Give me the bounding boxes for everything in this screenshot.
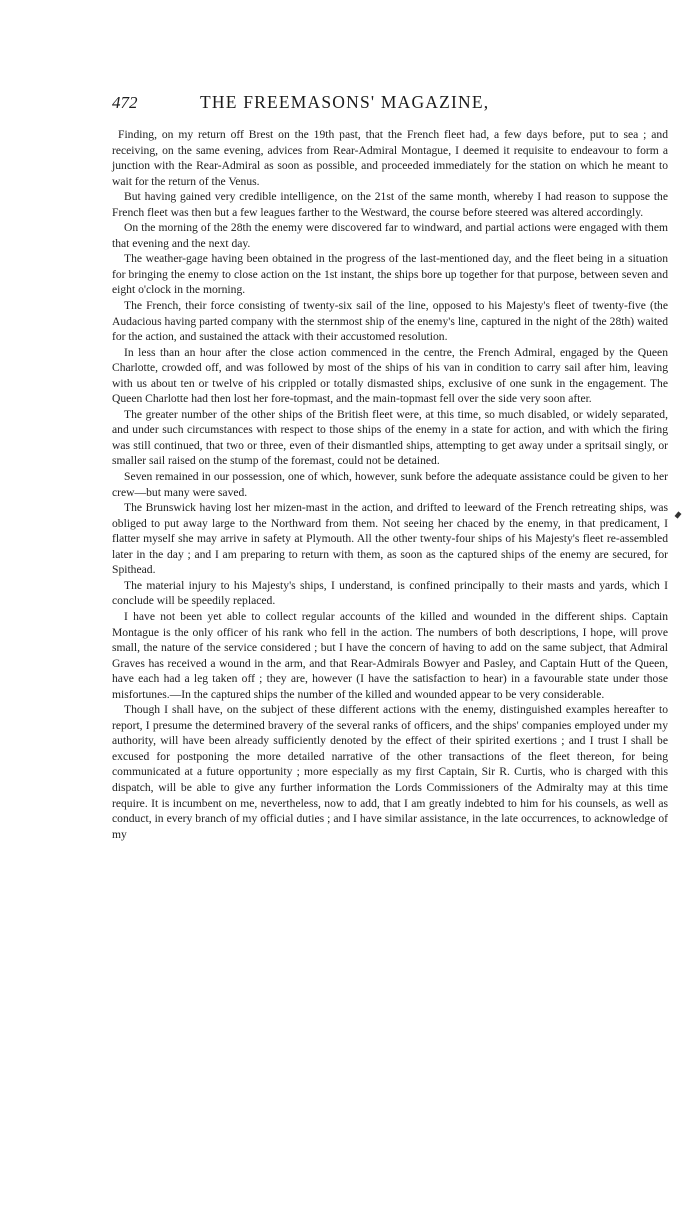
page-header (112, 92, 668, 113)
magazine-page (112, 92, 668, 842)
page-number: 472 (112, 93, 138, 112)
paragraph: On the morning of the 28th the enemy were discovered far to windward, and partial actions were engaged with them that evening and the next day. (112, 221, 668, 250)
paragraph: But having gained very credible intelligence, on the 21st of the same month, whereby I had reason to suppose the French fleet was then but a few leagues farther to the Westward, the course before steered was altered accordingly. (112, 190, 668, 219)
running-title: THE FREEMASONS' MAGAZINE, (200, 92, 490, 112)
paragraph: The French, their force consisting of twenty-six sail of the line, opposed to his Majesty's fleet of twenty-five (the Audacious having parted company with the sternmost ship of the enemy's line, captured in the night of the 28th) waited for the action, and sustained the attack with their accustomed resolution. (112, 299, 668, 344)
article-body (112, 127, 668, 842)
paragraph: In less than an hour after the close action commenced in the centre, the French Admiral, engaged by the Queen Charlotte, crowded off, and was followed by most of the ships of his van in condition to carry sail after him, leaving with us about ten or twelve of his crippled or totally dismasted ships, exclusive of one sunk in the engagement. The Queen Charlotte had then lost her fore-topmast, and the main-topmast fell over the side very soon after. (112, 345, 668, 406)
paragraph: The greater number of the other ships of the British fleet were, at this time, so much disabled, or widely separated, and under such circumstances with respect to those ships of the enemy in a state for action, and with which the firing was still continued, that two or three, even of their dismantled ships, attempting to get away under a spritsail singly, or smaller sail raised on the stump of the foremast, could not be detained. (112, 407, 668, 468)
paragraph: The material injury to his Majesty's ships, I understand, is confined principally to their masts and yards, which I conclude will be speedily replaced. (112, 578, 668, 608)
paragraph: I have not been yet able to collect regular accounts of the killed and wounded in the different ships. Captain Montague is the only officer of his rank who fell in the action. The numbers of both descriptions, I hope, will prove small, the nature of the service considered ; but I have the concern of having to add on the same subject, that Admiral Graves has received a wound in the arm, and that Rear-Admirals Bowyer and Pasley, and Captain Hutt of the Queen, have each had a leg taken off ; they are, however (I have the satisfaction to hear) in a favourable state under those misfortunes.—In the captured ships the number of the killed and wounded appear to be very considerable. (112, 609, 668, 701)
paragraph: Seven remained in our possession, one of which, however, sunk before the adequate assistance could be given to her crew—but many were saved. (112, 470, 668, 499)
margin-ink-mark (675, 511, 682, 518)
paragraph: The weather-gage having been obtained in the progress of the last-mentioned day, and the fleet being in a situation for bringing the enemy to close action on the 1st instant, the ships bore up together for that purpose, between seven and eight o'clock in the morning. (112, 252, 668, 297)
paragraph: Finding, on my return off Brest on the 19th past, that the French fleet had, a few days before, put to sea ; and receiving, on the same evening, advices from Rear-Admiral Montague, I deemed it requisite to endeavour to form a junction with the Rear-Admiral as soon as possible, and proceeded immediately for the station on which he meant to wait for the return of the Venus. (112, 128, 668, 188)
paragraph: The Brunswick having lost her mizen-mast in the action, and drifted to leeward of the French retreating ships, was obliged to put away large to the Northward from them. Not seeing her chaced by the enemy, in that predicament, I flatter myself she may arrive in safety at Plymouth. All the other twenty-four ships of his Majesty's fleet re-assembled later in the day ; and I am preparing to return with them, as soon as the captured ships of the enemy are secured, for Spithead. (112, 501, 668, 577)
paragraph: Though I shall have, on the subject of these different actions with the enemy, distinguished examples hereafter to report, I presume the determined bravery of the several ranks of officers, and the ships' companies employed under my authority, will have been already sufficiently denoted by the effect of their spirited exertions ; and I trust I shall be excused for postponing the more detailed narrative of the other transactions of the fleet thereon, for being communicated at a future opportunity ; more especially as my first Captain, Sir R. Curtis, who is charged with this dispatch, will be able to give any further information the Lords Commissioners of the Admiralty may at this time require. It is incumbent on me, nevertheless, now to add, that I am greatly indebted to him for his counsels, as well as conduct, in every branch of my official duties ; and I have similar assistance, in the late occurrences, to acknowledge of my (112, 703, 668, 841)
